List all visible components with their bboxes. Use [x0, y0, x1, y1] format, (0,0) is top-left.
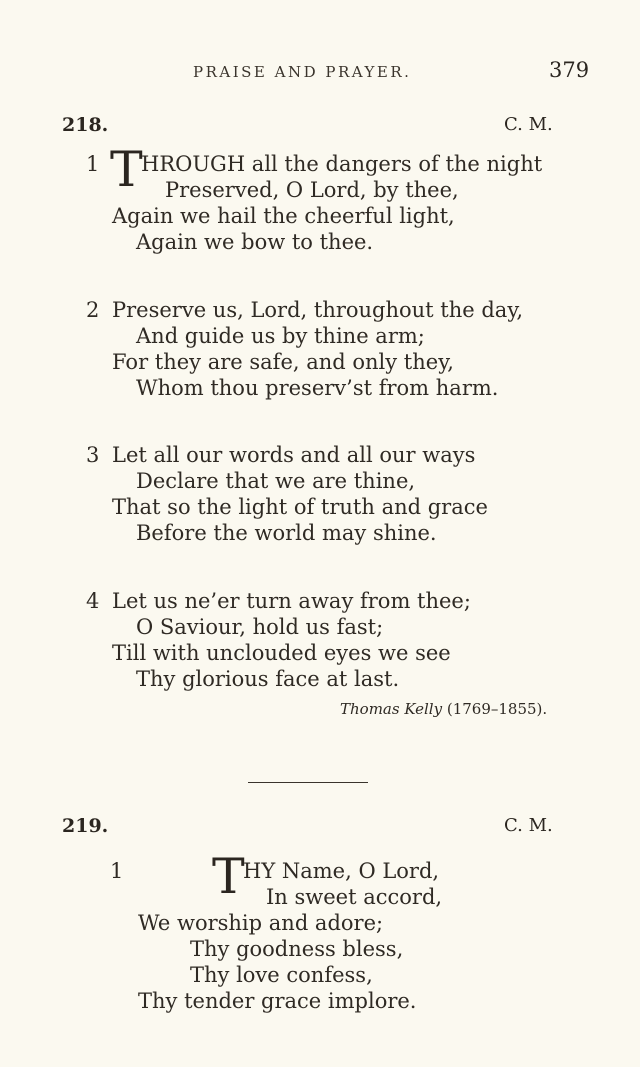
- verse-line: HY Name, O Lord,: [243, 859, 440, 883]
- running-title: PRAISE AND PRAYER.: [193, 63, 412, 81]
- drop-cap: T: [212, 848, 245, 905]
- verse-line: Again we hail the cheerful light,: [112, 204, 455, 228]
- verse-line: Preserve us, Lord, throughout the day,: [112, 298, 524, 322]
- verse-line: Whom thou preserv’st from harm.: [136, 376, 499, 400]
- author-attribution: [340, 700, 547, 718]
- verse-line: Thy glorious face at last.: [136, 667, 400, 691]
- hymn-219-header: [0, 815, 640, 841]
- hymn-meter: C. M.: [504, 114, 553, 135]
- verse-line: For they are safe, and only they,: [112, 350, 454, 374]
- verse-line: That so the light of truth and grace: [112, 495, 488, 519]
- verse-number: 1: [86, 152, 100, 176]
- drop-cap: T: [110, 141, 143, 198]
- verse-line: Thy goodness bless,: [190, 937, 404, 961]
- hymn-218-header: [0, 114, 640, 140]
- verse-line: And guide us by thine arm;: [136, 324, 425, 348]
- verse-number: 2: [86, 298, 100, 322]
- author-name: Thomas Kelly: [340, 700, 443, 718]
- verse-number: 1: [110, 859, 124, 883]
- verse-line: HROUGH all the dangers of the night: [141, 152, 543, 176]
- page-number: 379: [549, 58, 590, 82]
- verse-line: Thy tender grace implore.: [138, 989, 417, 1013]
- verse-number: 3: [86, 443, 100, 467]
- hymn-meter: C. M.: [504, 815, 553, 836]
- running-head: [0, 58, 640, 83]
- verse-line: Again we bow to thee.: [136, 230, 374, 254]
- verse-line: Declare that we are thine,: [136, 469, 416, 493]
- hymn-number: 218.: [62, 114, 109, 136]
- verse-line: Before the world may shine.: [136, 521, 437, 545]
- verse-number: 4: [86, 589, 100, 613]
- verse-line: Preserved, O Lord, by thee,: [165, 178, 459, 202]
- verse-line: Let all our words and all our ways: [112, 443, 476, 467]
- verse-line: In sweet accord,: [266, 885, 443, 909]
- author-dates: (1769–1855).: [446, 700, 548, 718]
- verse-line: We worship and adore;: [138, 911, 384, 935]
- verse-line: O Saviour, hold us fast;: [136, 615, 384, 639]
- verse-line: Till with unclouded eyes we see: [112, 641, 451, 665]
- section-divider: [248, 782, 368, 783]
- hymn-number: 219.: [62, 815, 109, 837]
- verse-line: Let us ne’er turn away from thee;: [112, 589, 471, 613]
- verse-line: Thy love confess,: [190, 963, 373, 987]
